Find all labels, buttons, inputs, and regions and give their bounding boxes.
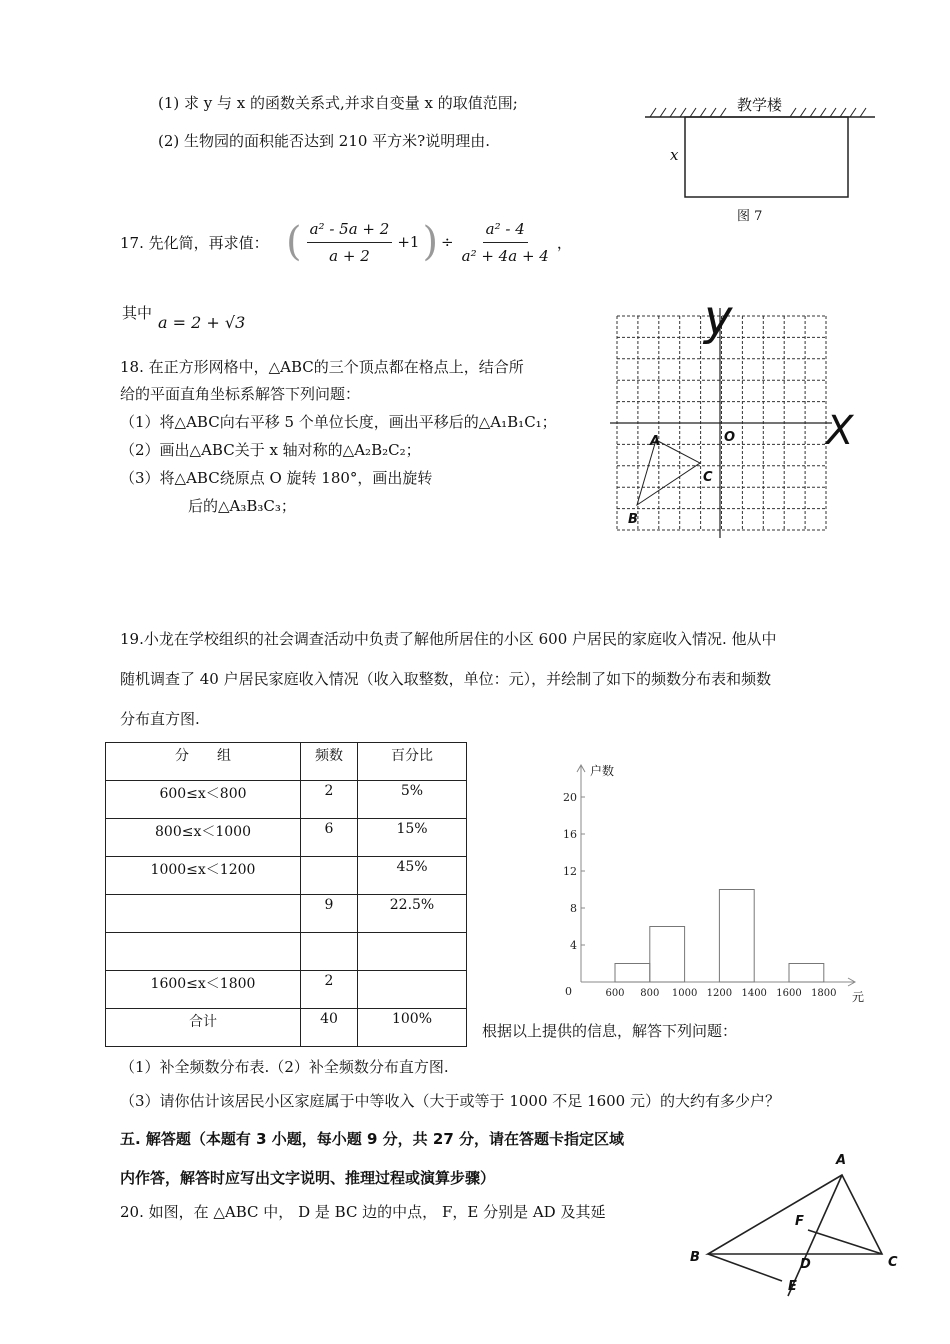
header-cell: 百分比 [358, 743, 467, 781]
table-row [106, 971, 467, 1009]
cell [106, 933, 301, 971]
x-tick-label: 800 [640, 988, 660, 999]
cell: 800≤x＜1000 [106, 819, 301, 857]
q18-line3: （1）将△ABC向右平移 5 个单位长度，画出平移后的△A₁B₁C₁； [120, 413, 557, 431]
histogram-bar [789, 964, 824, 983]
table-row [106, 933, 467, 971]
fig7-side-label: x [670, 146, 679, 164]
header-cell: 频数 [301, 743, 358, 781]
q19-sub1: （1）补全频数分布表.（2）补全频数分布直方图. [120, 1058, 449, 1076]
q18-line4: （2）画出△ABC关于 x 轴对称的△A₂B₂C₂； [120, 441, 421, 459]
histogram-bar [650, 927, 685, 983]
cell: 600≤x＜800 [106, 781, 301, 819]
q19-line1: 19.小龙在学校组织的社会调查活动中负责了解他所居住的小区 600 户居民的家庭收入情况. 他从中 [120, 630, 777, 648]
histogram-bar [719, 890, 754, 983]
table-header-row [106, 743, 467, 781]
frequency-table [105, 742, 467, 1047]
figure-7 [645, 108, 875, 197]
point-a-label: A [650, 434, 661, 449]
label-b: B [690, 1250, 700, 1265]
cell: 1000≤x＜1200 [106, 857, 301, 895]
table-row [106, 819, 467, 857]
point-b-label: B [628, 512, 638, 527]
histogram-bar [615, 964, 650, 983]
label-c: C [888, 1255, 898, 1270]
q16-part2: (2) 生物园的面积能否达到 210 平方米?说明理由. [158, 132, 490, 150]
table-row [106, 1009, 467, 1047]
q18-line1: 18. 在正方形网格中，△ABC的三个顶点都在格点上，结合所 [120, 358, 524, 376]
q17-condition: a = 2 + √3 [158, 313, 246, 332]
fraction-2 [457, 219, 554, 266]
q17-num1: a² - 5a + 2 [307, 219, 393, 243]
y-tick-label: 8 [570, 902, 577, 915]
x-tick-label: 1600 [776, 988, 802, 999]
q17-where: 其中 [122, 304, 153, 322]
q17-div: ÷ [441, 233, 454, 251]
q17-comma: ， [556, 233, 572, 252]
triangle-figure-q20 [708, 1175, 882, 1296]
origin-label: O [724, 430, 736, 445]
fig7-wall-label: 教学楼 [737, 96, 783, 114]
chart-xlabel: 元 [852, 990, 865, 1004]
cell: 2 [301, 971, 358, 1009]
histogram [563, 765, 855, 999]
x-tick-label: 1200 [706, 988, 733, 999]
y-tick-label: 4 [570, 939, 577, 952]
y-tick-label: 0 [565, 985, 572, 998]
table-row [106, 857, 467, 895]
q17-prefix: 17. 先化简，再求值： [120, 234, 269, 252]
cell [358, 933, 467, 971]
cell: 合计 [106, 1009, 301, 1047]
triangle-abc [637, 440, 700, 505]
section5-line2: 内作答，解答时应写出文字说明、推理过程或演算步骤） [120, 1169, 496, 1187]
x-tick-label: 1000 [671, 988, 698, 999]
q17-den1: a + 2 [329, 246, 370, 265]
q19-sub3: （3）请你估计该居民小区家庭属于中等收入（大于或等于 1000 不足 1600 元）的大约有多少户？ [120, 1092, 780, 1110]
fraction-1 [305, 219, 395, 266]
cell: 40 [301, 1009, 358, 1047]
paren-right: ) [422, 219, 439, 265]
fig7-caption: 图 7 [737, 209, 763, 224]
y-tick-label: 20 [563, 791, 577, 804]
q18-line2: 给的平面直角坐标系解答下列问题： [120, 385, 361, 403]
cell: 22.5% [358, 895, 467, 933]
y-tick-label: 16 [563, 828, 577, 841]
cell [358, 971, 467, 1009]
cell [301, 857, 358, 895]
section5-line1: 五. 解答题（本题有 3 小题，每小题 9 分，共 27 分，请在答题卡指定区域 [120, 1130, 625, 1148]
table-row [106, 895, 467, 933]
q16-part1: (1) 求 y 与 x 的函数关系式,并求自变量 x 的取值范围; [158, 94, 518, 112]
cell [301, 933, 358, 971]
paren-left: ( [286, 219, 302, 265]
q19-line3: 分布直方图. [120, 710, 200, 728]
label-a: A [836, 1153, 847, 1168]
table-row [106, 781, 467, 819]
cell [106, 895, 301, 933]
label-f: F [795, 1214, 804, 1229]
cell: 9 [301, 895, 358, 933]
cell: 6 [301, 819, 358, 857]
q18-line6: 后的△A₃B₃C₃； [188, 497, 296, 515]
q17-num2: a² - 4 [483, 219, 528, 243]
cell: 5% [358, 781, 467, 819]
y-tick-label: 12 [563, 865, 577, 878]
q20-text: 20. 如图，在 △ABC 中， D 是 BC 边的中点， F，E 分别是 AD 及其延 [120, 1203, 606, 1221]
x-tick-label: 1800 [811, 988, 837, 999]
q19-line2: 随机调查了 40 户居民家庭收入情况（收入取整数，单位：元），并绘制了如下的频数分布表和频数 [120, 670, 772, 688]
q18-line5: （3）将△ABC绕原点 O 旋转 180°，画出旋转 [120, 469, 433, 487]
label-e: E [788, 1279, 797, 1294]
cell: 45% [358, 857, 467, 895]
header-cell: 分 组 [106, 743, 301, 781]
q17-formula [286, 218, 572, 266]
x-tick-label: 1400 [741, 988, 767, 999]
cell: 100% [358, 1009, 467, 1047]
chart-ylabel: 户数 [590, 764, 615, 778]
q19-after: 根据以上提供的信息，解答下列问题： [482, 1022, 738, 1040]
y-axis-label: y [704, 290, 733, 346]
q17-den2: a² + 4a + 4 [461, 246, 549, 265]
point-c-label: C [703, 470, 713, 485]
x-axis-label: X [826, 408, 854, 454]
cell: 1600≤x＜1800 [106, 971, 301, 1009]
q17-plus1: +1 [397, 233, 420, 251]
label-d: D [800, 1257, 811, 1272]
cell: 15% [358, 819, 467, 857]
cell: 2 [301, 781, 358, 819]
x-tick-label: 600 [605, 988, 625, 999]
